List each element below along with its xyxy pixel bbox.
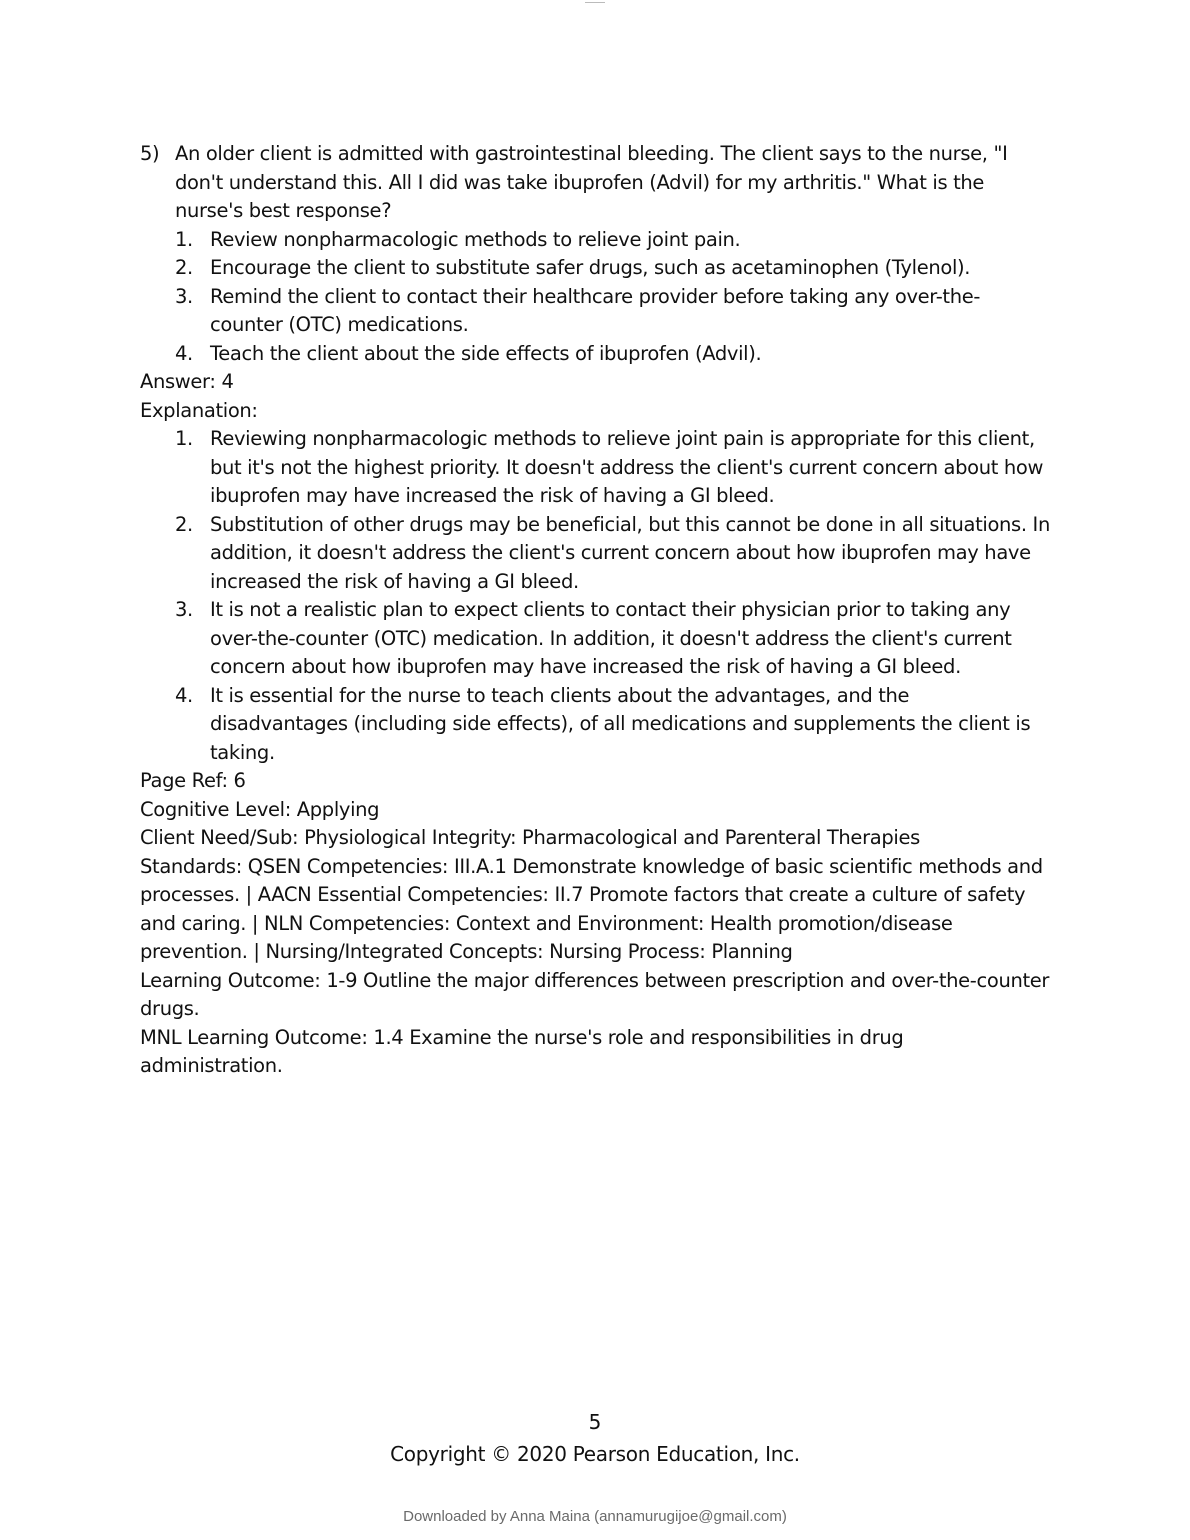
option-number: 4.: [175, 341, 193, 365]
answer: Answer: 4: [140, 370, 234, 393]
page-number: 5: [588, 1410, 602, 1434]
option-number: 2.: [175, 256, 193, 279]
explanation-item: [140, 596, 1050, 682]
answer-option: [140, 254, 1050, 283]
explanation-text: Substitution of other drugs may be beneficial, but this cannot be done in all situations. In addition, it doesn't address the client's current concern about how ibuprofen may have increased the risk of having a GI bleed.: [210, 512, 1050, 593]
explanation-item: [140, 682, 1050, 768]
explanation-number: 1.: [175, 427, 193, 450]
explanation-text: Reviewing nonpharmacologic methods to relieve joint pain is appropriate for this client, but it's not the highest priority. It doesn't address the client's current concern about how ibuprofen may have increased the risk of having a GI bleed.: [210, 427, 1044, 507]
standards: Standards: QSEN Competencies: III.A.1 Demonstrate knowledge of basic scientific methods and processes. | AACN Essential Competencies: II.7 Promote factors that create a culture of safety and caring. | NLN Competencies: Context and Environment: Health promotion/disease prevention. | Nursing/Integrated Concepts: Nursing Process: Planning: [140, 854, 1043, 963]
explanation-text: It is not a realistic plan to expect clients to contact their physician prior to taking any over-the-counter (OTC) medication. In addition, it doesn't address the client's current concern about how ibuprofen may have increased the risk of having a GI bleed.: [210, 598, 1012, 678]
option-text: Encourage the client to substitute safer drugs, such as acetaminophen (Tylenol).: [210, 256, 971, 279]
question: [140, 140, 1050, 226]
option-number: 1.: [175, 227, 193, 251]
option-number: 3.: [175, 284, 193, 308]
page-content: [140, 140, 1050, 1081]
explanation-number: 2.: [175, 512, 193, 536]
cognitive-level: Cognitive Level: Applying: [140, 797, 380, 821]
question-stem: An older client is admitted with gastrointestinal bleeding. The client says to the nurse, "I don't understand this. All I did was take ibuprofen (Advil) for my arthritis." What is the nurse's best response?: [175, 142, 1008, 222]
answer-options: [140, 226, 1050, 369]
option-text: Remind the client to contact their healthcare provider before taking any over-the-counter (OTC) medications.: [210, 284, 981, 336]
learning-outcome: Learning Outcome: 1-9 Outline the major differences between prescription and over-the-counter drugs.: [140, 968, 1050, 1020]
question-number: 5): [140, 142, 160, 165]
explanation-number: 4.: [175, 683, 193, 707]
answer-option: [140, 340, 1050, 369]
download-watermark: Downloaded by Anna Maina (annamurugijoe@gmail.com): [403, 1508, 787, 1525]
copyright-notice: Copyright © 2020 Pearson Education, Inc.: [390, 1442, 800, 1466]
top-mark: [585, 0, 605, 3]
explanation-number: 3.: [175, 598, 193, 621]
explanation-item: [140, 425, 1050, 511]
mnl-learning-outcome: MNL Learning Outcome: 1.4 Examine the nurse's role and responsibilities in drug administration.: [140, 1025, 904, 1077]
client-need: Client Need/Sub: Physiological Integrity: Pharmacological and Parenteral Therapies: [140, 826, 920, 849]
explanation-item: [140, 511, 1050, 597]
answer-option: [140, 226, 1050, 255]
option-text: Teach the client about the side effects of ibuprofen (Advil).: [210, 341, 762, 365]
page-ref: Page Ref: 6: [140, 769, 246, 792]
answer-option: [140, 283, 1050, 340]
explanation-text: It is essential for the nurse to teach clients about the advantages, and the disadvantages (including side effects), of all medications and supplements the client is taking.: [210, 683, 1031, 764]
explanations: [140, 425, 1050, 767]
option-text: Review nonpharmacologic methods to relieve joint pain.: [210, 227, 741, 251]
explanation-label: Explanation:: [140, 398, 258, 422]
